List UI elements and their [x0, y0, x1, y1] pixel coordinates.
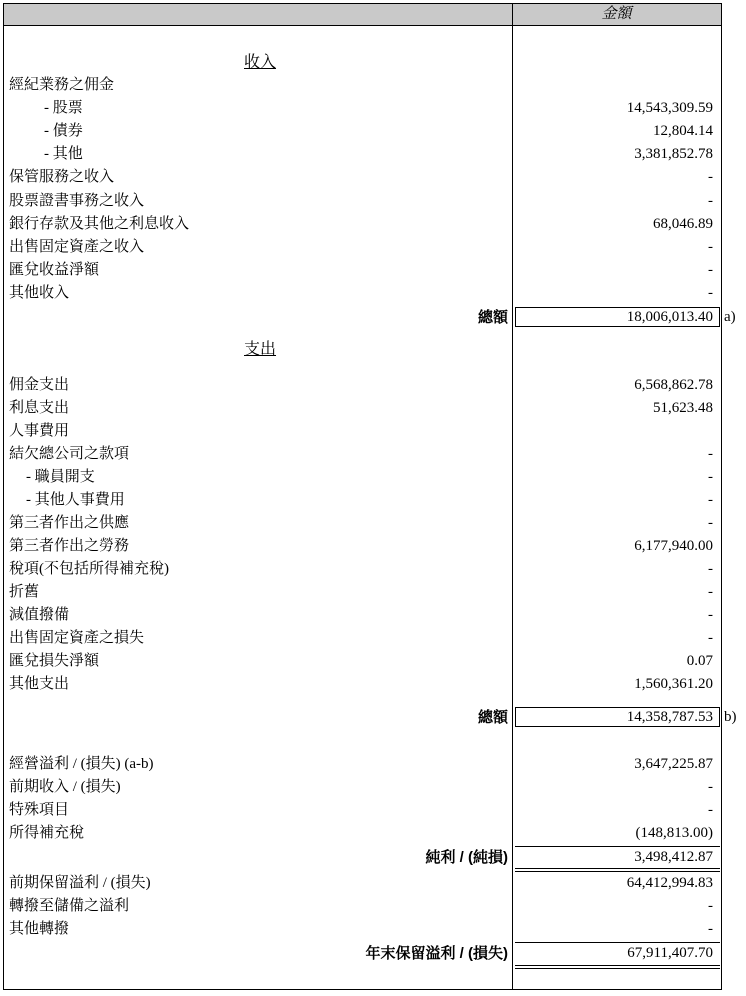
retained-top-rule: [515, 942, 720, 943]
row-label: 結欠總公司之款項: [9, 446, 130, 462]
row-amount: -: [708, 921, 713, 937]
table-row: [4, 466, 721, 489]
table-row: [4, 535, 721, 558]
income-total-note: a): [724, 309, 736, 325]
row-label: 人事費用: [9, 423, 70, 439]
row-amount: -: [708, 492, 713, 508]
row-label: 其他收入: [9, 284, 70, 301]
row-label: 前期收入 / (損失): [9, 779, 121, 795]
table-row: [4, 558, 721, 581]
table-row: [4, 190, 721, 213]
row-amount: -: [708, 515, 713, 531]
expense-total-note: b): [724, 709, 737, 725]
table-row: [4, 872, 721, 895]
row-amount: 1,560,361.20: [634, 676, 713, 692]
row-amount: 6,177,940.00: [634, 538, 713, 554]
row-label: 第三者作出之勞務: [9, 538, 130, 554]
expense-section-header: [4, 327, 721, 358]
row-amount: -: [708, 802, 713, 818]
row-amount: -: [708, 261, 713, 278]
table-row: [4, 282, 721, 305]
row-amount: (148,813.00): [635, 825, 713, 841]
row-amount: -: [708, 238, 713, 255]
net-top-rule: [515, 846, 720, 847]
row-label: 第三者作出之供應: [9, 515, 130, 531]
table-row: [4, 120, 721, 143]
row-amount: 12,804.14: [653, 123, 713, 140]
table-row: [4, 753, 721, 776]
table-row: [4, 259, 721, 282]
row-amount: 0.07: [686, 653, 713, 669]
row-amount: 3,647,225.87: [634, 756, 713, 772]
row-label: 其他支出: [9, 676, 70, 692]
income-section-header: [4, 51, 721, 74]
row-amount: -: [708, 561, 713, 577]
row-amount: -: [708, 446, 713, 462]
row-label: 股票證書事務之收入: [9, 192, 145, 209]
income-statement: [3, 3, 737, 990]
row-label: 減值撥備: [9, 607, 70, 623]
table-row: [4, 895, 721, 918]
table-row: [4, 627, 721, 650]
row-amount: 6,568,862.78: [634, 377, 713, 393]
row-label: - 其他人事費用: [26, 492, 125, 508]
income-title: 收入: [244, 54, 277, 71]
row-label: 匯兌收益淨額: [9, 261, 100, 278]
row-label: 所得補充稅: [9, 825, 85, 841]
retained-end-amount: 67,911,407.70: [627, 945, 713, 961]
row-label: 特殊項目: [9, 802, 70, 818]
row-amount: 64,412,994.83: [626, 875, 713, 891]
table-row: [4, 650, 721, 673]
table-row: [4, 489, 721, 512]
row-label: 利息支出: [9, 400, 70, 416]
row-label: 經營溢利 / (損失) (a-b): [9, 756, 154, 772]
expense-total-row: [4, 706, 737, 729]
table-row: [4, 776, 721, 799]
table-row: [4, 918, 721, 941]
table-row: [4, 236, 721, 259]
row-amount: -: [708, 630, 713, 646]
table-row: [4, 97, 721, 120]
row-amount: 3,381,852.78: [634, 146, 713, 163]
row-label: - 職員開支: [26, 469, 95, 485]
row-label: 經紀業務之佣金: [9, 77, 115, 93]
table-row: [4, 166, 721, 189]
table-row: [4, 673, 721, 696]
income-total-row: [4, 306, 736, 329]
row-amount: -: [708, 469, 713, 485]
row-label: 其他轉撥: [9, 921, 70, 937]
net-profit-row: [4, 846, 721, 869]
net-profit-amount: 3,498,412.87: [634, 849, 713, 865]
row-label: 銀行存款及其他之利息收入: [9, 215, 190, 232]
income-total-label: 總額: [477, 309, 508, 326]
table-row: [4, 143, 721, 166]
row-label: 前期保留溢利 / (損失): [9, 875, 151, 891]
table-row: [4, 374, 721, 397]
table-row: [4, 822, 721, 845]
row-amount: -: [708, 192, 713, 209]
row-label: 保管服務之收入: [9, 169, 115, 186]
table-row: [4, 397, 721, 420]
table-row: [4, 512, 721, 535]
row-label: 匯兌損失淨額: [9, 653, 100, 669]
row-label: - 股票: [44, 100, 83, 117]
row-amount: -: [708, 584, 713, 600]
net-profit-label: 純利 / (純損): [425, 849, 508, 866]
row-label: 稅項(不包括所得補充稅): [9, 561, 169, 577]
row-amount: -: [708, 607, 713, 623]
expense-title: 支出: [244, 341, 277, 358]
row-label: 轉撥至儲備之溢利: [9, 898, 130, 914]
expense-total-label: 總額: [477, 709, 508, 726]
table-row: [4, 604, 721, 627]
income-total-amount: 18,006,013.40: [626, 309, 713, 325]
table-row: [4, 581, 721, 604]
table-row: [4, 213, 721, 236]
row-amount: -: [708, 779, 713, 795]
table-row: [4, 74, 721, 97]
row-label: 出售固定資產之收入: [9, 238, 145, 255]
row-amount: -: [708, 169, 713, 186]
row-amount: 68,046.89: [653, 215, 713, 232]
table-row: [4, 799, 721, 822]
retained-end-row: [4, 942, 721, 965]
table-row: [4, 443, 721, 466]
amount-column-header: 金額: [601, 6, 632, 22]
row-amount: -: [708, 898, 713, 914]
row-label: - 債券: [44, 123, 83, 140]
row-amount: 14,543,309.59: [626, 100, 713, 117]
row-label: 佣金支出: [9, 377, 70, 393]
row-amount: 51,623.48: [653, 400, 713, 416]
retained-double-rule: [515, 965, 720, 969]
row-label: - 其他: [44, 146, 83, 163]
row-label: 出售固定資產之損失: [9, 630, 145, 646]
retained-end-label: 年末保留溢利 / (損失): [365, 945, 508, 962]
row-amount: -: [708, 284, 713, 301]
row-label: 折舊: [9, 584, 40, 600]
table-row: [4, 420, 721, 443]
expense-total-amount: 14,358,787.53: [626, 709, 713, 725]
